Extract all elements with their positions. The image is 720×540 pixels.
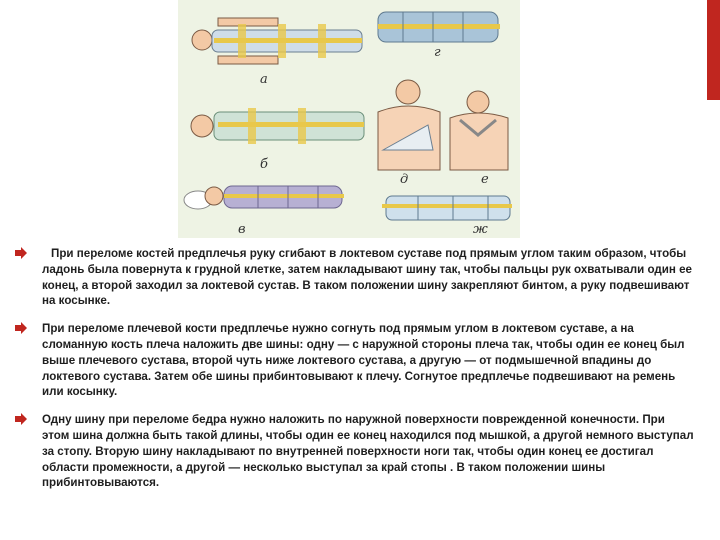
figure-e-back-splint	[450, 91, 508, 170]
list-item	[14, 321, 694, 400]
accent-bar	[707, 0, 720, 100]
figure-g-leg-splint	[378, 12, 500, 42]
figure-label-v: в	[238, 222, 246, 237]
red-arrow-bullet-icon	[14, 321, 28, 335]
red-arrow-bullet-icon	[14, 246, 28, 260]
figure-label-a: а	[260, 72, 268, 87]
figure-label-e: е	[481, 172, 489, 187]
figure-d-arm-sling	[378, 80, 440, 170]
figure-label-b: б	[260, 157, 268, 172]
bullet-text: При переломе костей предплечья руку сгибают в локтевом суставе под прямым углом таким образом, чтобы ладонь была повернута к грудной клетке, затем накладывают шину так, чтобы пальцы рук охватывали один ее конец, а второй заходил за локтевой сустав. В таком положении шину закрепляют бинтом, а руку подвешивают на косынке.	[42, 247, 692, 308]
figure-zh-leg-splints	[382, 196, 512, 220]
figure-v-lying-splint	[184, 186, 344, 209]
figure-b-arm-splint	[191, 108, 364, 144]
list-item	[14, 246, 694, 309]
splint-illustration	[178, 0, 520, 238]
list-item	[14, 412, 694, 491]
figure-label-d: д	[400, 172, 409, 187]
figure-label-zh: ж	[473, 222, 488, 237]
splint-drawings	[178, 0, 520, 238]
figure-label-g: г	[434, 45, 441, 60]
bullet-text: Одну шину при переломе бедра нужно наложить по наружной поверхности поврежденной конечности. При этом шина должна быть такой длины, чтобы один ее конец находился под мышкой, а другой немного выступал за стопу. Вторую шину накладывают по внутренней поверхности ноги так, чтобы один конец ее достигал области промежности, а другой — несколько выступал за край стопы . В таком положении шины прибинтовываются.	[42, 413, 694, 490]
figure-a-full-body-splint	[192, 18, 362, 64]
red-arrow-bullet-icon	[14, 412, 28, 426]
bullet-text: При переломе плечевой кости предплечье нужно согнуть под прямым углом в локтевом суставе, а на сломанную кость плеча наложить две шины: одну — с наружной стороны плеча так, чтобы один ее конец был выше плечевого сустава, второй чуть ниже локтевого сустава, а другую — от подмышечной впадины до локтевого сустава. Затем обе шины прибинтовывают к плечу. Согнутое предплечье подвешивают на ремень или косынку.	[42, 322, 685, 399]
bullet-list	[14, 246, 694, 503]
